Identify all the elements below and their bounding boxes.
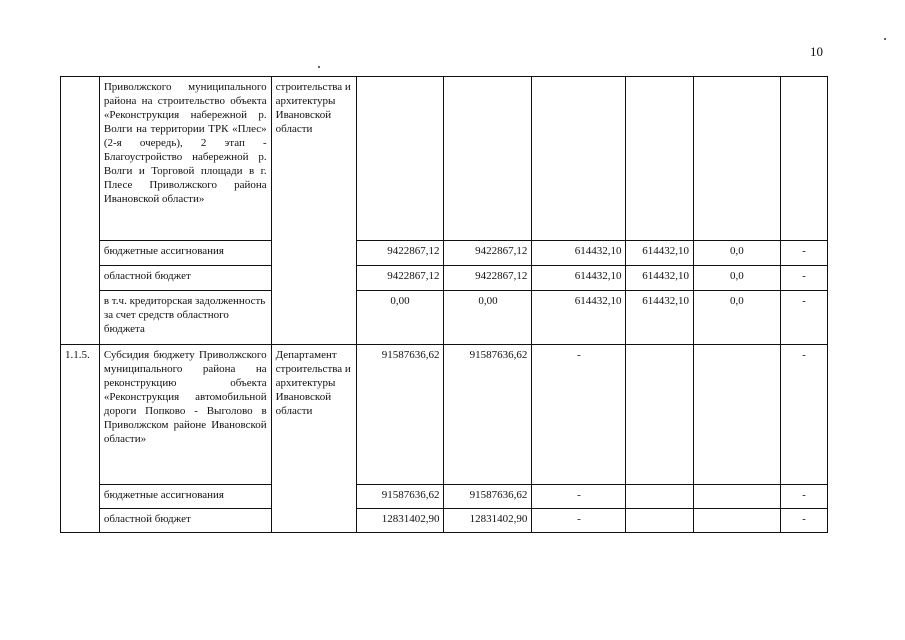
value-cell: 9422867,12 [356, 241, 444, 266]
value-cell: 91587636,62 [356, 485, 444, 509]
budget-table [60, 76, 828, 533]
table-row [61, 77, 828, 241]
sub-label-cell: бюджетные ассигнования [99, 485, 271, 509]
value-cell: 12831402,90 [444, 509, 532, 533]
row-number-cell [61, 77, 100, 345]
value-cell: 614432,10 [532, 241, 626, 266]
page-number: 10 [810, 44, 823, 59]
value-cell: 0,0 [693, 291, 780, 345]
value-cell: - [532, 345, 626, 485]
row-number-cell: 1.1.5. [61, 345, 100, 533]
value-cell: - [780, 266, 827, 291]
value-cell: 0,00 [444, 291, 532, 345]
value-cell: 614432,10 [532, 291, 626, 345]
value-cell: - [780, 485, 827, 509]
table-row [61, 345, 828, 485]
value-cell: 614432,10 [626, 291, 693, 345]
scan-speck [884, 38, 886, 40]
sub-label-cell: областной бюджет [99, 509, 271, 533]
value-cell: 0,00 [356, 291, 444, 345]
value-cell: 614432,10 [626, 241, 693, 266]
value-cell: 12831402,90 [356, 509, 444, 533]
value-cell: - [780, 509, 827, 533]
value-cell: 0,0 [693, 266, 780, 291]
value-cell: - [532, 485, 626, 509]
scan-speck [318, 66, 320, 68]
value-cell: 91587636,62 [444, 345, 532, 485]
value-cell: 614432,10 [626, 266, 693, 291]
value-cell: - [780, 241, 827, 266]
table-row [61, 241, 828, 266]
item-name-cell: Субсидия бюджету Приволжского муниципального района на реконструкцию объекта «Реконструкция автомобильной дороги Попково - Выголово в Приволжском районе Ивановской области» [99, 345, 271, 485]
value-cell: 614432,10 [532, 266, 626, 291]
executor-cell: Департамент строительства и архитектуры Ивановской области [271, 345, 356, 533]
value-cell: - [780, 291, 827, 345]
item-name-cell: Приволжского муниципального района на строительство объекта «Реконструкция набережной р. Волги на территории ТРК «Плес» (2-я очередь), 2 этап - Благоустройство набережной р. Волги и Торговой площади в г. Плесе Приволжского района Ивановской области» [99, 77, 271, 241]
value-cell: 91587636,62 [356, 345, 444, 485]
value-cell: 9422867,12 [444, 266, 532, 291]
table-row [61, 291, 828, 345]
value-cell: 91587636,62 [444, 485, 532, 509]
table-row [61, 485, 828, 509]
sub-label-cell: в т.ч. кредиторская задолженность за счет средств областного бюджета [99, 291, 271, 345]
table-row [61, 509, 828, 533]
table-row [61, 266, 828, 291]
sub-label-cell: областной бюджет [99, 266, 271, 291]
sub-label-cell: бюджетные ассигнования [99, 241, 271, 266]
value-cell: - [780, 345, 827, 485]
value-cell: - [532, 509, 626, 533]
value-cell: 0,0 [693, 241, 780, 266]
value-cell: 9422867,12 [444, 241, 532, 266]
executor-cell: строительства и архитектуры Ивановской области [271, 77, 356, 345]
value-cell: 9422867,12 [356, 266, 444, 291]
